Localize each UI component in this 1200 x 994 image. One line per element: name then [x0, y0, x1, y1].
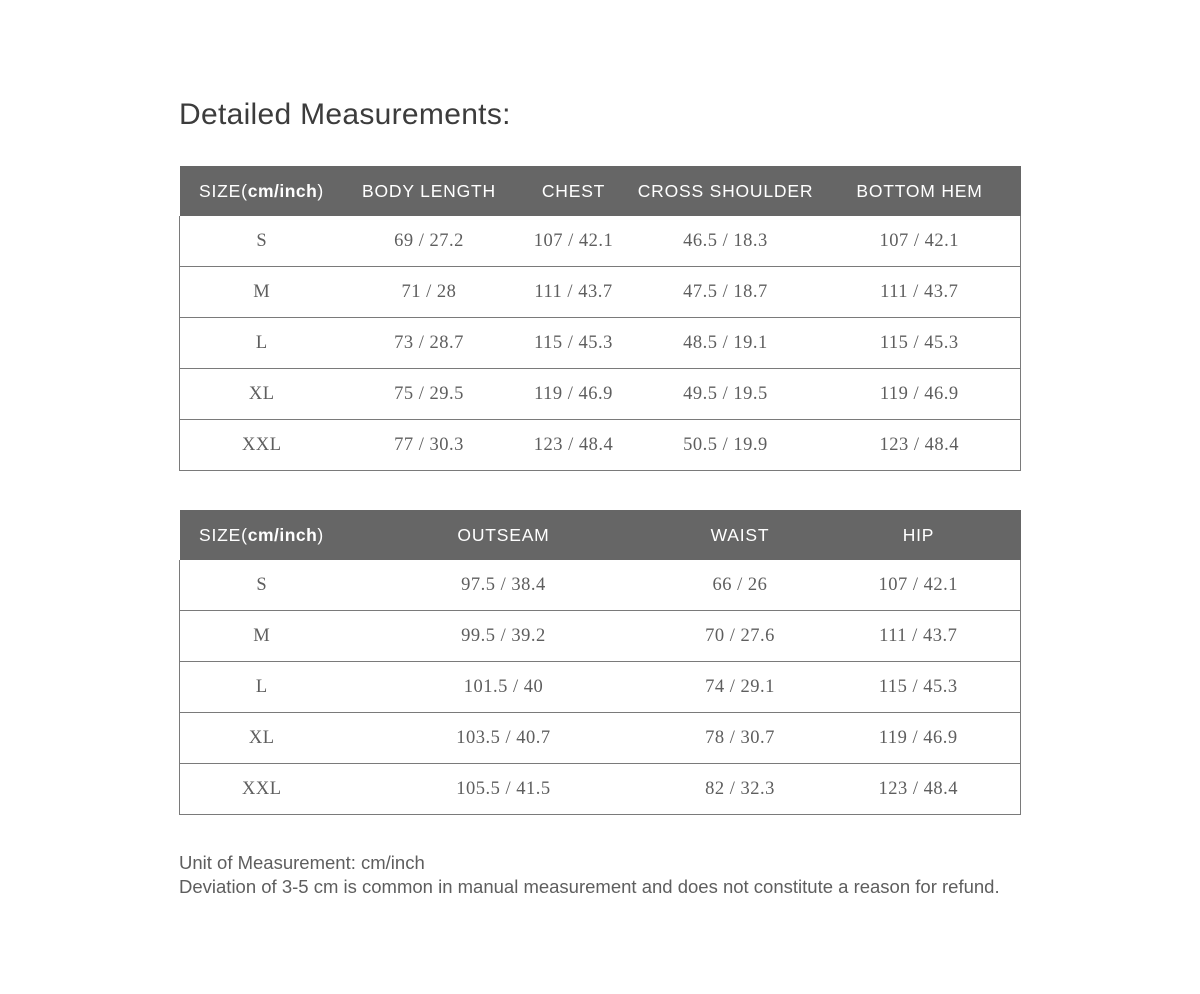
header-bottom-hem: BOTTOM HEM: [819, 166, 1021, 216]
table-row: [180, 611, 1021, 662]
cross-shoulder-cell: 48.5 / 19.1: [633, 318, 819, 369]
table-row: [180, 560, 1021, 611]
size-cell: S: [180, 216, 344, 267]
header-cross-shoulder: CROSS SHOULDER: [633, 166, 819, 216]
table-row: [180, 713, 1021, 764]
header-hip: HIP: [817, 510, 1021, 560]
chest-cell: 115 / 45.3: [515, 318, 633, 369]
header-size: SIZE(cm/inch): [180, 510, 344, 560]
body-length-cell: 75 / 29.5: [344, 369, 515, 420]
waist-cell: 82 / 32.3: [664, 764, 817, 815]
top-measurement-table: [179, 166, 1021, 471]
size-cell: XL: [180, 369, 344, 420]
body-length-cell: 73 / 28.7: [344, 318, 515, 369]
bottom-hem-cell: 115 / 45.3: [819, 318, 1021, 369]
table-header-row: [180, 510, 1021, 560]
table-row: [180, 267, 1021, 318]
chest-cell: 111 / 43.7: [515, 267, 633, 318]
waist-cell: 70 / 27.6: [664, 611, 817, 662]
chest-cell: 123 / 48.4: [515, 420, 633, 471]
waist-cell: 66 / 26: [664, 560, 817, 611]
waist-cell: 74 / 29.1: [664, 662, 817, 713]
size-cell: M: [180, 267, 344, 318]
table-row: [180, 420, 1021, 471]
cross-shoulder-cell: 46.5 / 18.3: [633, 216, 819, 267]
header-chest: CHEST: [515, 166, 633, 216]
bottom-hem-cell: 111 / 43.7: [819, 267, 1021, 318]
header-size: SIZE(cm/inch): [180, 166, 344, 216]
table-row: [180, 216, 1021, 267]
chest-cell: 107 / 42.1: [515, 216, 633, 267]
cross-shoulder-cell: 47.5 / 18.7: [633, 267, 819, 318]
hip-cell: 111 / 43.7: [817, 611, 1021, 662]
bottom-measurement-table: [179, 510, 1021, 815]
table-header-row: [180, 166, 1021, 216]
hip-cell: 119 / 46.9: [817, 713, 1021, 764]
cross-shoulder-cell: 50.5 / 19.9: [633, 420, 819, 471]
size-cell: L: [180, 318, 344, 369]
bottom-hem-cell: 107 / 42.1: [819, 216, 1021, 267]
page-title: Detailed Measurements:: [179, 98, 511, 131]
body-length-cell: 77 / 30.3: [344, 420, 515, 471]
size-cell: XXL: [180, 764, 344, 815]
header-outseam: OUTSEAM: [344, 510, 664, 560]
header-body-length: BODY LENGTH: [344, 166, 515, 216]
size-cell: M: [180, 611, 344, 662]
outseam-cell: 101.5 / 40: [344, 662, 664, 713]
hip-cell: 107 / 42.1: [817, 560, 1021, 611]
table-row: [180, 318, 1021, 369]
hip-cell: 115 / 45.3: [817, 662, 1021, 713]
waist-cell: 78 / 30.7: [664, 713, 817, 764]
size-cell: L: [180, 662, 344, 713]
table-row: [180, 662, 1021, 713]
outseam-cell: 103.5 / 40.7: [344, 713, 664, 764]
table-row: [180, 369, 1021, 420]
bottom-hem-cell: 119 / 46.9: [819, 369, 1021, 420]
header-waist: WAIST: [664, 510, 817, 560]
body-length-cell: 71 / 28: [344, 267, 515, 318]
outseam-cell: 97.5 / 38.4: [344, 560, 664, 611]
chest-cell: 119 / 46.9: [515, 369, 633, 420]
size-cell: XL: [180, 713, 344, 764]
cross-shoulder-cell: 49.5 / 19.5: [633, 369, 819, 420]
table-row: [180, 764, 1021, 815]
body-length-cell: 69 / 27.2: [344, 216, 515, 267]
unit-note: Unit of Measurement: cm/inch: [179, 852, 425, 873]
hip-cell: 123 / 48.4: [817, 764, 1021, 815]
bottom-hem-cell: 123 / 48.4: [819, 420, 1021, 471]
size-cell: XXL: [180, 420, 344, 471]
outseam-cell: 105.5 / 41.5: [344, 764, 664, 815]
outseam-cell: 99.5 / 39.2: [344, 611, 664, 662]
size-cell: S: [180, 560, 344, 611]
deviation-note: Deviation of 3-5 cm is common in manual measurement and does not constitute a reason for refund.: [179, 876, 1000, 897]
